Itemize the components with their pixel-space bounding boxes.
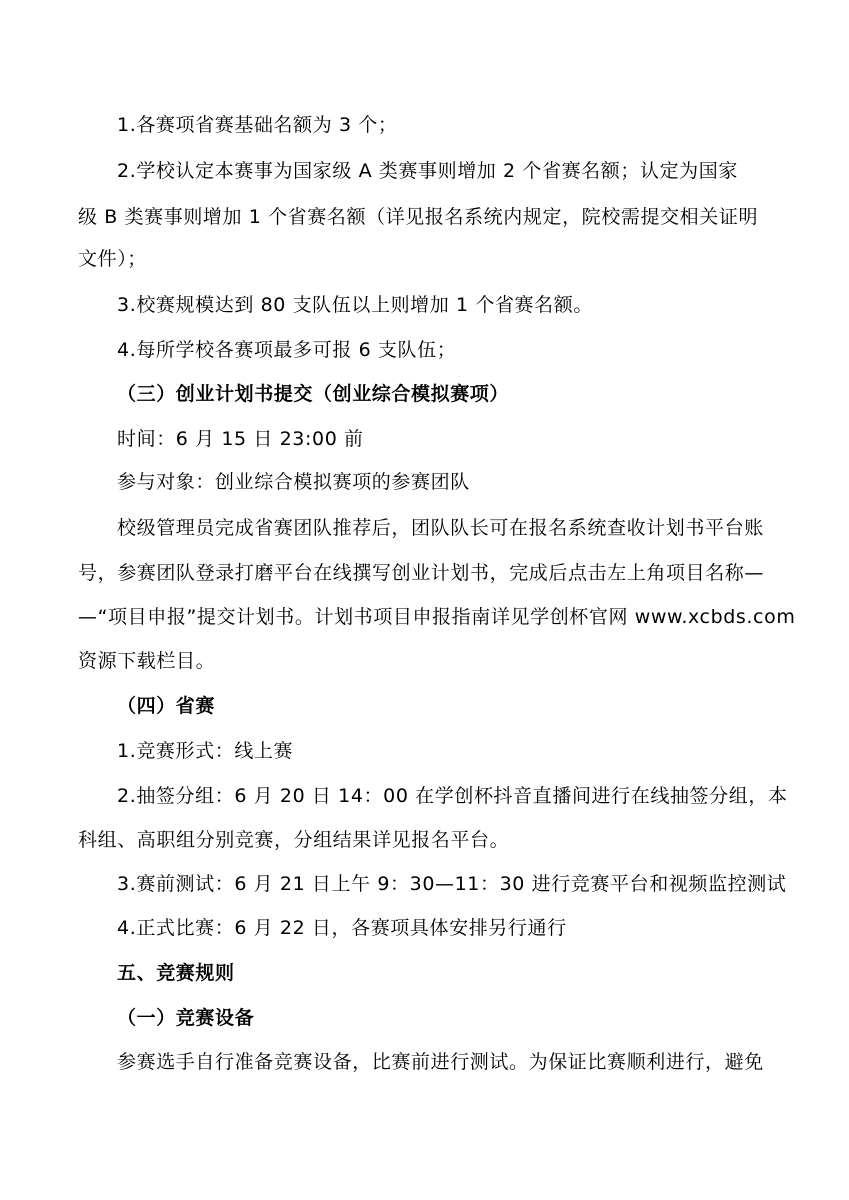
paragraph-line: 校级管理员完成省赛团队推荐后，团队队长可在报名系统查收计划书平台账 xyxy=(117,517,764,539)
paragraph-line: 参赛选手自行准备竞赛设备，比赛前进行测试。为保证比赛顺利进行，避免 xyxy=(117,1051,764,1073)
section-heading-4: （四）省赛 xyxy=(117,695,216,717)
contest-item-2-cont: 科组、高职组分别竞赛，分组结果详见报名平台。 xyxy=(78,829,510,851)
submission-time: 时间：6 月 15 日 23:00 前 xyxy=(117,428,364,450)
paragraph-line: 号，参赛团队登录打磨平台在线撰写创业计划书，完成后点击左上角项目名称— xyxy=(78,562,765,584)
rule-item-1: 1.各赛项省赛基础名额为 3 个； xyxy=(117,114,398,136)
contest-item-2: 2.抽签分组：6 月 20 日 14：00 在学创杯抖音直播间进行在线抽签分组，本 xyxy=(117,785,788,807)
paragraph-line: —“项目申报”提交计划书。计划书项目申报指南详见学创杯官网 www.xcbds.com xyxy=(78,606,796,628)
chapter-heading-5: 五、竞赛规则 xyxy=(117,962,235,984)
section-heading-3: （三）创业计划书提交（创业综合模拟赛项） xyxy=(117,383,510,405)
rule-item-2-cont: 文件）； xyxy=(78,248,147,270)
rule-item-2-cont: 级 B 类赛事则增加 1 个省赛名额（详见报名系统内规定，院校需提交相关证明 xyxy=(78,206,759,228)
rule-item-4: 4.每所学校各赛项最多可报 6 支队伍； xyxy=(117,339,457,361)
contest-item-1: 1.竞赛形式：线上赛 xyxy=(117,740,294,762)
contest-item-4: 4.正式比赛：6 月 22 日，各赛项具体安排另行通行 xyxy=(117,917,567,939)
paragraph-line: 资源下载栏目。 xyxy=(78,650,216,672)
rule-item-2: 2.学校认定本赛事为国家级 A 类赛事则增加 2 个省赛名额；认定为国家 xyxy=(117,160,738,182)
rule-item-3: 3.校赛规模达到 80 支队伍以上则增加 1 个省赛名额。 xyxy=(117,294,593,316)
section-heading-equipment: （一）竞赛设备 xyxy=(117,1007,255,1029)
contest-item-3: 3.赛前测试：6 月 21 日上午 9：30—11：30 进行竞赛平台和视频监控测试 xyxy=(117,873,787,895)
submission-audience: 参与对象：创业综合模拟赛项的参赛团队 xyxy=(117,471,470,493)
